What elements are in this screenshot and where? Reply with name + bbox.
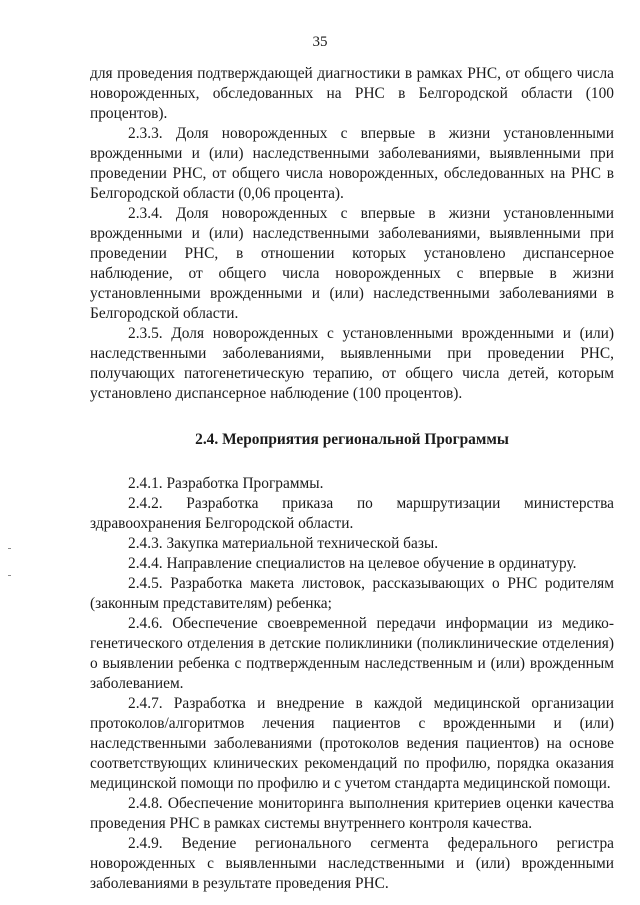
paragraph-2-4-5: 2.4.5. Разработка макета листовок, рассказывающих о РНС родителям (законным представителям) ребенка; <box>90 575 614 612</box>
paragraph-2-4-2: 2.4.2. Разработка приказа по маршрутизации министерства здравоохранения Белгородской области. <box>90 495 614 532</box>
section-heading: 2.4. Мероприятия региональной Программы <box>195 431 509 448</box>
paragraph-2-4-7: 2.4.7. Разработка и внедрение в каждой медицинской организации протоколов/алгоритмов лечения пациентов с врожденными и (или) наследственными заболеваниями (протоколов ведения пациентов) на основе соответствующих клинических рекомендаций по профилю, порядка оказания медицинской помощи по профилю и с учетом стандарта медицинской помощи. <box>90 695 614 792</box>
paragraph-2-4-1: 2.4.1. Разработка Программы. <box>128 475 324 492</box>
paragraph-2-4-6: 2.4.6. Обеспечение своевременной передачи информации из медико-генетического отделения в детские поликлиники (поликлинические отделения) о выявлении ребенка с подтвержденным наследственным и (или) врожденным заболеванием. <box>90 615 614 692</box>
paragraph-2-4-9: 2.4.9. Ведение регионального сегмента федерального регистра новорожденных с выявленными наследственными и (или) врожденными заболеваниями в результате проведения РНС. <box>90 835 614 892</box>
paragraph-2-3-5: 2.3.5. Доля новорожденных с установленными врожденными и (или) наследственными заболеваниями, выявленными при проведении РНС, получающих патогенетическую терапию, от общего числа детей, которым установлено диспансерное наблюдение (100 процентов). <box>90 325 614 402</box>
paragraph-2-4-3: 2.4.3. Закупка материальной технической базы. <box>128 535 439 552</box>
document-body <box>90 64 614 894</box>
paragraph-2-4-8: 2.4.8. Обеспечение мониторинга выполнения критериев оценки качества проведения РНС в рамках системы внутреннего контроля качества. <box>90 795 614 832</box>
margin-mark <box>8 548 11 549</box>
page-number: 35 <box>312 34 328 50</box>
margin-mark <box>8 575 11 576</box>
paragraph-2-3-4: 2.3.4. Доля новорожденных с впервые в жизни установленными врожденными и (или) наследственными заболеваниями, выявленными при проведении РНС, в отношении которых установлено диспансерное наблюдение, от общего числа новорожденных с впервые в жизни установленными врожденными и (или) наследственными заболеваниями в Белгородской области. <box>90 205 614 322</box>
paragraph-continuation: для проведения подтверждающей диагностики в рамках РНС, от общего числа новорожденных, обследованных на РНС в Белгородской области (100 процентов). <box>90 65 614 122</box>
paragraph-2-3-3: 2.3.3. Доля новорожденных с впервые в жизни установленными врожденными и (или) наследственными заболеваниями, выявленными при проведении РНС, от общего числа новорожденных, обследованных на РНС в Белгородской области (0,06 процента). <box>90 125 614 202</box>
paragraph-2-4-4: 2.4.4. Направление специалистов на целевое обучение в ординатуру. <box>128 555 577 572</box>
